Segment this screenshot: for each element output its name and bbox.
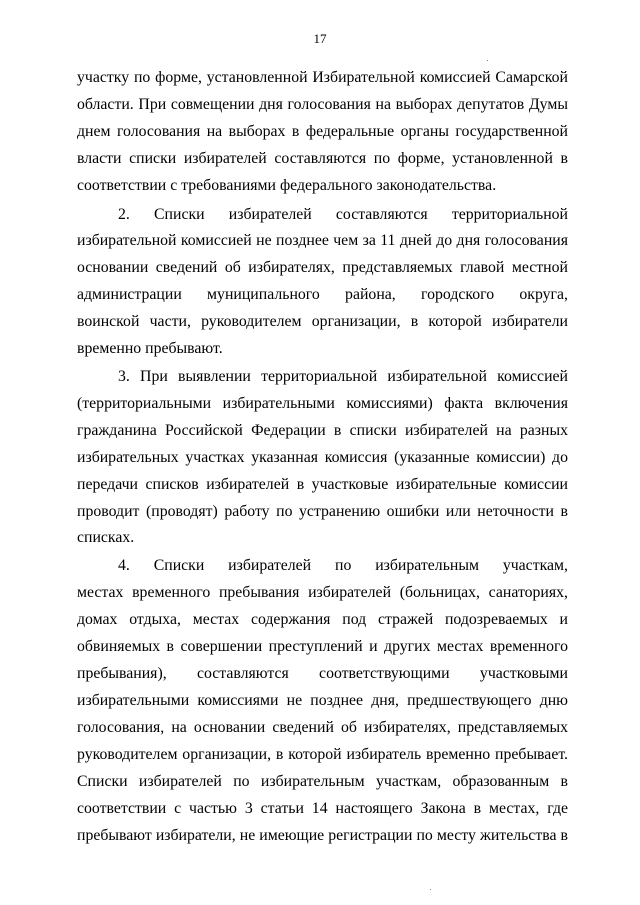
text-line: Списки избирателей по избирательным участкам, образованным в — [77, 773, 568, 790]
text-line: временно пребывают. — [77, 340, 223, 357]
text-line: (территориальными избирательными комиссиями) факта включения — [77, 395, 568, 412]
text-line: гражданина Российской Федерации в списки избирателей на разных — [77, 422, 568, 439]
text-line: местах временного пребывания избирателей (больницах, санаториях, — [77, 584, 568, 601]
text-line: избирательной комиссией не позднее чем за 11 дней до дня голосования — [77, 232, 568, 249]
text-line: передачи списков избирателей в участковые избирательные комиссии — [77, 476, 568, 493]
text-line: избирательных участках указанная комиссия (указанные комиссии) до — [77, 449, 568, 466]
text-line: 3. При выявлении территориальной избирательной комиссией — [118, 368, 568, 385]
text-line: избирательными комиссиями не позднее дня, предшествующего дню — [77, 692, 568, 709]
text-line: голосования, на основании сведений об избирателях, представляемых — [77, 719, 568, 736]
scan-speck — [430, 889, 431, 890]
text-line: днем голосования на выборах в федеральные органы государственной — [77, 123, 568, 140]
text-line: домах отдыха, местах содержания под стражей подозреваемых и — [77, 611, 568, 628]
text-line: власти списки избирателей составляются по форме, установленной в — [77, 150, 568, 167]
text-line: основании сведений об избирателях, представляемых главой местной — [77, 259, 568, 276]
scan-speck — [487, 60, 488, 61]
text-line: области. При совмещении дня голосования на выборах депутатов Думы — [77, 96, 568, 113]
text-line: пребывают избиратели, не имеющие регистрации по месту жительства в — [77, 827, 568, 844]
text-line: участку по форме, установленной Избирательной комиссией Самарской — [77, 69, 568, 86]
text-line: 2. Списки избирателей составляются территориальной — [118, 206, 568, 223]
text-line: воинской части, руководителем организации, в которой избиратели — [77, 313, 568, 330]
text-line: руководителем организации, в которой избиратель временно пребывает. — [77, 746, 568, 763]
text-line: обвиняемых в совершении преступлений и других местах временного — [77, 638, 568, 655]
page-number: 17 — [313, 31, 327, 46]
text-line: проводит (проводят) работу по устранению ошибки или неточности в — [77, 503, 568, 520]
text-line: 4. Списки избирателей по избирательным участкам, — [118, 557, 568, 574]
text-line: соответствии с требованиями федерального законодательства. — [77, 177, 497, 194]
text-line: пребывания), составляются соответствующими участковыми — [77, 665, 568, 682]
text-line: списках. — [77, 529, 135, 546]
text-line: соответствии с частью 3 статьи 14 настоящего Закона в местах, где — [77, 800, 568, 817]
text-line: администрации муниципального района, городского округа, — [77, 286, 568, 303]
